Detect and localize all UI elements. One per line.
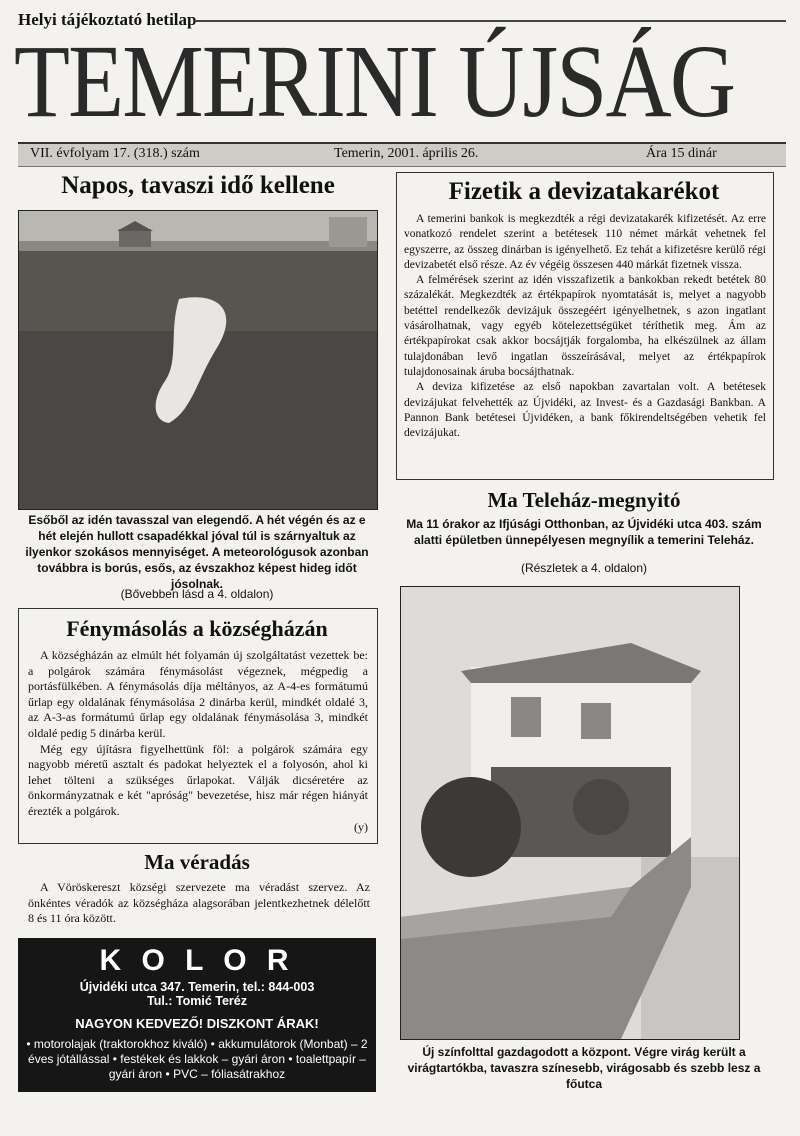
weather-caption: Esőből az idén tavasszal van elegendő. A hét végén és az e hét elején hullott csapadékkal jóval túl is szárnyaltuk az ilyenkor szokásos mennyiséget. A meteorológusok azonban továbbra is borús, esős, az évszakhoz képest hideg időt jósolnak. — [25, 513, 369, 591]
savings-paragraph-3: A deviza kifizetése az első napokban zavartalan volt. A betétesek devizájukat felvehették az Újvidéki, az Invest- és a Gazdasági Bankban. A Pannon Bank betétesei Újvidéken, a bank főkirendeltségében vehetik fel devizájukat. — [404, 381, 766, 440]
field-photo — [18, 210, 378, 510]
blood-paragraph: A Vöröskereszt községi szervezete ma véradást szervez. Az önkéntes véradók az községháza alagsorában jelentkezhetnek délelőtt 8 és 11 óra között. — [28, 880, 370, 926]
telehaz-ref: (Részletek a 4. oldalon) — [520, 561, 648, 575]
telehaz-headline: Ma Teleház-megnyitó — [487, 488, 681, 512]
copy-body — [28, 648, 368, 835]
blood-headline: Ma véradás — [144, 850, 250, 874]
blood-body — [28, 880, 370, 927]
copy-paragraph-1: A községházán az elmúlt hét folyamán új szolgáltatást vezettek be: a polgárok számára fénymásolást végeznek, mégpedig a portásfülkében. A fénymásolás díja méltányos, az A-4-es formátumú űrlap egy oldalának fénymásolása 2 dinárba kerül, mindkét oldalé 3, az A-3-as formátumú űrlap egy oldalának fénymásolása 3, mindkét oldalé pedig 5 dinárba kerül. — [28, 648, 368, 740]
tagline: Helyi tájékoztató hetilap — [18, 10, 197, 29]
ad-owner: Tul.: Tomić Teréz — [146, 994, 247, 1008]
savings-paragraph-2: A felmérések szerint az idén visszafizetik a bankokban rekedt betétek 80 százalékát. Megkezdték az értékpapírok nyomtatását is, melyet a nagyobb betéttel rendelkezők devizájuk összegéért igényelhetnek, s azon ingatlant vásárolhatnak, vagy egyéb kötelezettségüket téríthetik meg. Ám az értékpapírokat csak akkor bocsájtják forgalomba, ha elkészülnek az állam tulajdonában levő ingatlan összeírásával, melyet az értékpapírok tulajdonosainak áruba bocsájthatnak. — [404, 274, 766, 378]
issue-place-date: Temerin, 2001. április 26. — [334, 146, 479, 161]
ad-name: K O L O R — [99, 944, 295, 977]
issue-price: Ára 15 dinár — [646, 146, 717, 161]
ad-items: • motorolajak (traktorokhoz kiváló) • akkumulátorok (Monbat) – 2 éves jótállással • festékek és lakkok – gyári áron • toalettpapír – gyári áron • PVC – fóliasátrakhoz — [26, 1037, 368, 1081]
issue-volume: VII. évfolyam 17. (318.) szám — [30, 146, 200, 161]
weather-headline: Napos, tavaszi idő kellene — [61, 172, 335, 199]
center-photo — [400, 586, 740, 1040]
issue-info-bar — [18, 142, 786, 167]
center-photo-image — [401, 587, 739, 1039]
center-caption: Új színfolttal gazdagodott a központ. Végre virág került a virágtartókba, tavaszra színesebb, virágosabb és szebb lesz a főutca — [407, 1045, 761, 1091]
copy-signature: (y) — [354, 819, 368, 834]
tagline-rule — [196, 20, 786, 22]
savings-paragraph-1: A temerini bankok is megkezdték a régi devizatakarék kifizetését. Az erre vonatkozó rendelet szerint a betétesek 110 német márkát vehetnek fel egyszerre, az összeg dinárban is igényelhető. Ez tehát a kifizetésre kerülő régi devizabetét első része. Az év végéig összesen 440 márkát fizetnek vissza. — [404, 213, 766, 271]
telehaz-text: Ma 11 órakor az Ifjúsági Otthonban, az Újvidéki utca 403. szám alatti épületben ünnepélyesen megnyílik a temerini Teleház. — [406, 517, 762, 547]
masthead-title: TEMERINI ÚJSÁG — [14, 24, 735, 139]
savings-headline: Fizetik a devizatakarékot — [448, 178, 720, 205]
ad-address: Újvidéki utca 347. Temerin, tel.: 844-003 — [79, 980, 315, 994]
kolor-ad — [18, 938, 376, 1092]
field-photo-image — [19, 211, 377, 509]
weather-ref: (Bővebben lásd a 4. oldalon) — [120, 587, 274, 601]
ad-slogan: NAGYON KEDVEZŐ! DISZKONT ÁRAK! — [75, 1016, 319, 1031]
copy-headline: Fénymásolás a községházán — [66, 616, 328, 641]
copy-paragraph-2: Még egy újításra figyelhettünk föl: a polgárok számára egy nagyobb méretű asztalt és padokat helyeztek el a folyosón, ahol ki lehet tölteni a szükséges űrlapokat. Válják dicséretére az önkormányzatnak e két "apróság" bevezetése, hisz már régen hiányát érezték a polgárok. — [28, 741, 368, 818]
savings-body — [404, 212, 766, 441]
